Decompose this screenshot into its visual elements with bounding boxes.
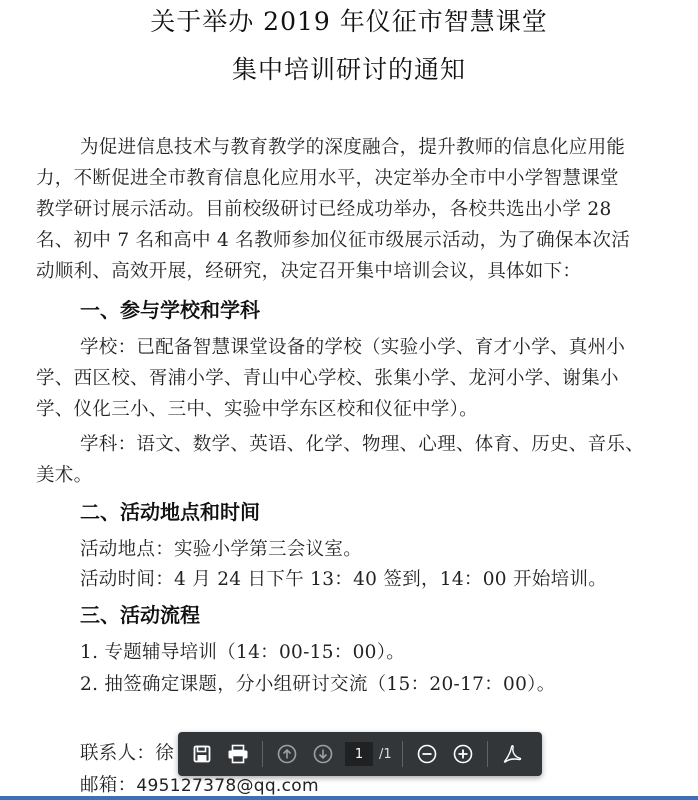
doc-title-line2: 集中培训研讨的通知 xyxy=(231,55,466,84)
doc-title-line1: 关于举办 2019 年仪征市智慧课堂 xyxy=(150,7,548,36)
print-button[interactable] xyxy=(222,738,254,770)
subjects-line: 学科：语文、数学、英语、化学、物理、心理、体育、历史、音乐、 xyxy=(80,434,645,455)
page-down-icon xyxy=(313,744,333,764)
zoom-out-button[interactable] xyxy=(411,738,443,770)
save-icon xyxy=(192,744,212,764)
schools-line: 学校：已配备智慧课堂设备的学校（实验小学、育才小学、真州小 xyxy=(80,337,626,358)
process-item: 2. 抽签确定课题，分小组研讨交流（15：20-17：00）。 xyxy=(80,674,556,695)
toolbar-separator xyxy=(402,741,403,767)
page-up-icon xyxy=(277,744,297,764)
section3-heading: 三、活动流程 xyxy=(80,603,200,627)
intro-line: 教学研讨展示活动。目前校级研讨已经成功举办，各校共选出小学 28 xyxy=(36,199,612,220)
section1-heading: 一、参与学校和学科 xyxy=(80,298,260,322)
bottom-border xyxy=(0,796,698,800)
zoom-out-icon xyxy=(417,744,437,764)
print-icon xyxy=(227,744,249,764)
intro-line: 动顺利、高效开展，经研究，决定召开集中培训会议，具体如下： xyxy=(36,261,582,282)
save-button[interactable] xyxy=(186,738,218,770)
schools-line: 学、仪化三小、三中、实验中学东区校和仪征中学）。 xyxy=(36,399,478,420)
subjects-line: 美术。 xyxy=(36,465,93,486)
contact-label: 联系人：徐 xyxy=(80,743,175,764)
zoom-in-icon xyxy=(453,744,473,764)
toolbar-separator xyxy=(262,741,263,767)
intro-line: 名、初中 7 名和高中 4 名教师参加仪征市级展示活动，为了确保本次活 xyxy=(36,230,631,251)
schools-line: 学、西区校、胥浦小学、青山中心学校、张集小学、龙河小学、谢集小 xyxy=(36,368,619,389)
page-number-input[interactable]: 1 xyxy=(345,742,373,766)
pdf-toolbar xyxy=(178,732,542,776)
activity-time: 活动时间：4 月 24 日下午 13：40 签到，14：00 开始培训。 xyxy=(80,569,608,590)
zoom-in-button[interactable] xyxy=(447,738,479,770)
next-page-button[interactable] xyxy=(307,738,339,770)
previous-page-button[interactable] xyxy=(271,738,303,770)
section2-heading: 二、活动地点和时间 xyxy=(80,500,260,524)
toolbar-separator xyxy=(487,741,488,767)
intro-line: 力，不断促进全市教育信息化应用水平，决定举办全市中小学智慧课堂 xyxy=(36,168,619,189)
page-total: /1 xyxy=(379,746,392,762)
email-value: 495127378@qq.com xyxy=(136,776,319,796)
pdf-icon xyxy=(501,743,523,765)
process-item: 1. 专题辅导培训（14：00-15：00）。 xyxy=(80,642,406,663)
activity-location: 活动地点：实验小学第三会议室。 xyxy=(80,539,363,560)
email-label: 邮箱： xyxy=(80,775,137,796)
open-in-acrobat-button[interactable] xyxy=(496,738,528,770)
intro-line: 为促进信息技术与教育教学的深度融合，提升教师的信息化应用能 xyxy=(80,137,626,158)
